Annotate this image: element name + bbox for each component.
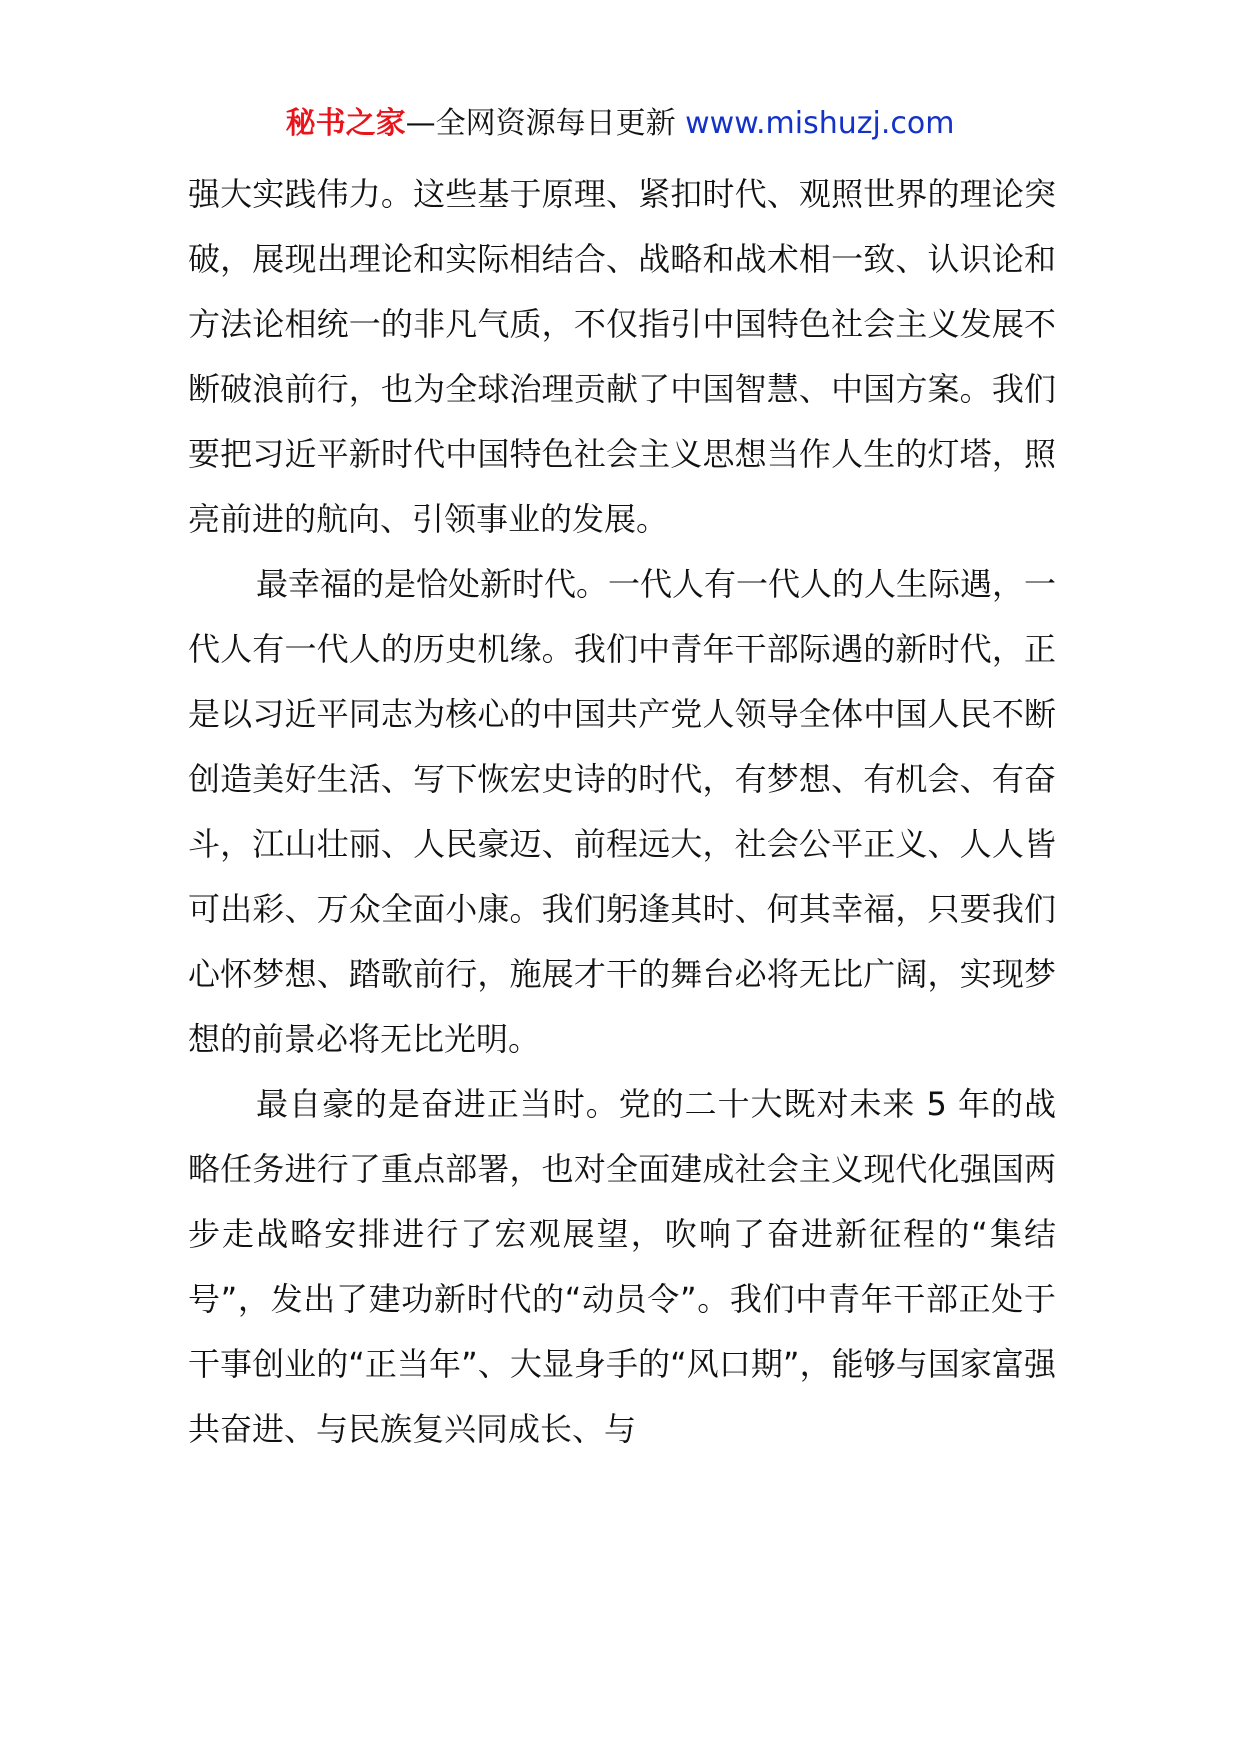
page-header (0, 102, 1240, 146)
document-body (188, 162, 1056, 1462)
paragraph-2: 最幸福的是恰处新时代。一代人有一代人的人生际遇，一代人有一代人的历史机缘。我们中青年干部际遇的新时代，正是以习近平同志为核心的中国共产党人领导全体中国人民不断创造美好生活、写下恢宏史诗的时代，有梦想、有机会、有奋斗，江山壮丽、人民豪迈、前程远大，社会公平正义、人人皆可出彩、万众全面小康。我们躬逢其时、何其幸福，只要我们心怀梦想、踏歌前行，施展才干的舞台必将无比广阔，实现梦想的前景必将无比光明。 (188, 565, 1057, 1058)
paragraph-3: 最自豪的是奋进正当时。党的二十大既对未来 5 年的战略任务进行了重点部署，也对全面建成社会主义现代化强国两步走战略安排进行了宏观展望，吹响了奋进新征程的“集结号”，发出了建功新时代的“动员令”。我们中青年干部正处于干事创业的“正当年”、大显身手的“风口期”，能够与国家富强共奋进、与民族复兴同成长、与 (188, 1085, 1056, 1448)
header-tagline: —全网资源每日更新 (405, 106, 676, 141)
header-brand: 秘书之家 (285, 106, 406, 141)
paragraph-1: 强大实践伟力。这些基于原理、紧扣时代、观照世界的理论突破，展现出理论和实际相结合、战略和战术相一致、认识论和方法论相统一的非凡气质，不仅指引中国特色社会主义发展不断破浪前行，也为全球治理贡献了中国智慧、中国方案。我们要把习近平新时代中国特色社会主义思想当作人生的灯塔，照亮前进的航向、引领事业的发展。 (188, 175, 1056, 538)
header-url-link[interactable]: www.mishuzj.com (685, 106, 955, 141)
